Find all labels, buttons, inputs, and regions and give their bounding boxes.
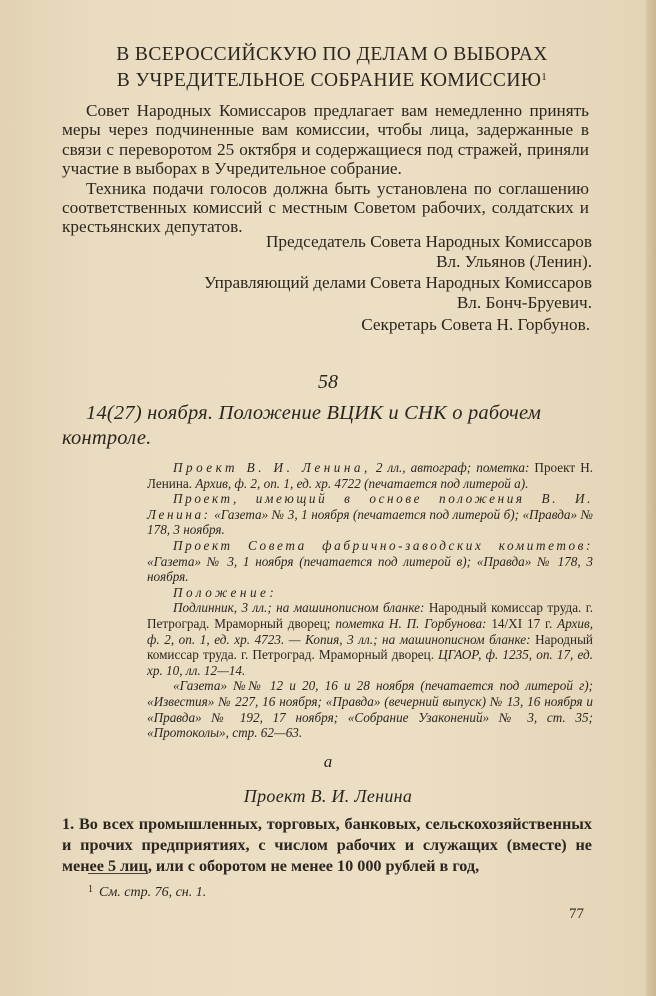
heading-line-2: В УЧРЕДИТЕЛЬНОЕ СОБРАНИЕ КОМИССИЮ$^1$ <box>116 70 548 91</box>
footnote-text: См. стр. 76, сн. 1. <box>99 885 207 900</box>
footnote-divider <box>88 873 148 874</box>
heading-line-1: В ВСЕРОССИЙСКУЮ ПО ДЕЛАМ О ВЫБОРАХ <box>116 44 548 65</box>
page-number: 77 <box>569 906 584 922</box>
footnote <box>88 884 206 901</box>
note-publications: «Газета» №№ 12 и 20, 16 и 28 ноября (печатается под литерой г); «Известия» № 227, 16 ноября; «Правда» (вечерний выпуск) № 13, 16 ноября и «Правда» № 192, 17 ноября; «Собрание Узаконений» № 3, ст. 35; «Протоколы», стр. 62—63. <box>147 678 593 741</box>
signature-chairman: Председатель Совета Народных Комиссаров Вл. Ульянов (Ленин). <box>266 232 592 271</box>
subsection-letter: а <box>323 752 333 771</box>
note-factory-committees: Проект Совета фабрично-заводских комитетов: «Газета» № 3, 1 ноября (печатается под литерой в); «Правда» № 178, 3 ноября. <box>147 537 593 585</box>
page-edge <box>646 0 656 996</box>
heading-footnote-mark: 1 <box>541 71 548 83</box>
document-title-line-1: 14(27) ноября. Положение ВЦИК и СНК о рабочем <box>86 402 542 424</box>
paragraph-2: Техника подачи голосов должна быть установлена по соглашению соответственных комиссий с местным Советом рабочих, солдатских и крестьянских депутатов. <box>62 178 589 237</box>
note-regulation: Положение: <box>173 584 278 600</box>
note-draft-based: Проект, имеющий в основе положения В. И. Ленина: «Газета» № 3, 1 ноября (печатается под литерой б); «Правда» № 178, 3 ноября. <box>147 491 594 538</box>
signature-manager: Управляющий делами Совета Народных Комиссаров Вл. Бонч-Бруевич. <box>204 273 592 312</box>
footnote-mark: 1 <box>88 884 93 895</box>
clause-1: 1. Во всех промышленных, торговых, банковых, сельскохозяйственных и прочих предприятиях, с числом рабочих и служащих (вместе) не менее 5 лиц, или с оборотом не менее 10 000 рублей в год, <box>62 815 592 875</box>
note-lenin-draft: Проект В. И. Ленина, 2 лл., автограф; пометка: Проект Н. Ленина. Архив, ф. 2, оп. 1, ед. хр. 4722 (печатается под литерой а). <box>147 460 594 491</box>
subsection-title: Проект В. И. Ленина <box>243 786 413 806</box>
source-notes <box>147 460 593 741</box>
section-heading <box>82 44 582 92</box>
paragraph-1: Совет Народных Комиссаров предлагает вам немедленно принять меры через подчиненные вам комиссии, чтобы лица, задержанные в связи с переворотом 25 октября и содержащиеся под стражей, приняли участие в выборах в Учредительное собрание. <box>62 101 589 179</box>
decree-text <box>62 101 589 237</box>
note-original: Подлинник, 3 лл.; на машинописном бланке: Народный комиссар труда. г. Петроград. Мраморный дворец; пометка Н. П. Горбунова: 14/XI 17 г. Архив, ф. 2, оп. 1, ед. хр. 4723. — Копия, 3 лл.; на машинописном бланке: Народный комиссар труда. г. Петроград. Мраморный дворец. ЦГАОР, ф. 1235, оп. 17, ед. хр. 10, лл. 12—14. <box>147 600 594 678</box>
document-number: 58 <box>318 371 338 393</box>
signature-secretary: Секретарь Совета Н. Горбунов. <box>361 315 590 334</box>
document-title-line-2: контроле. <box>62 427 152 449</box>
